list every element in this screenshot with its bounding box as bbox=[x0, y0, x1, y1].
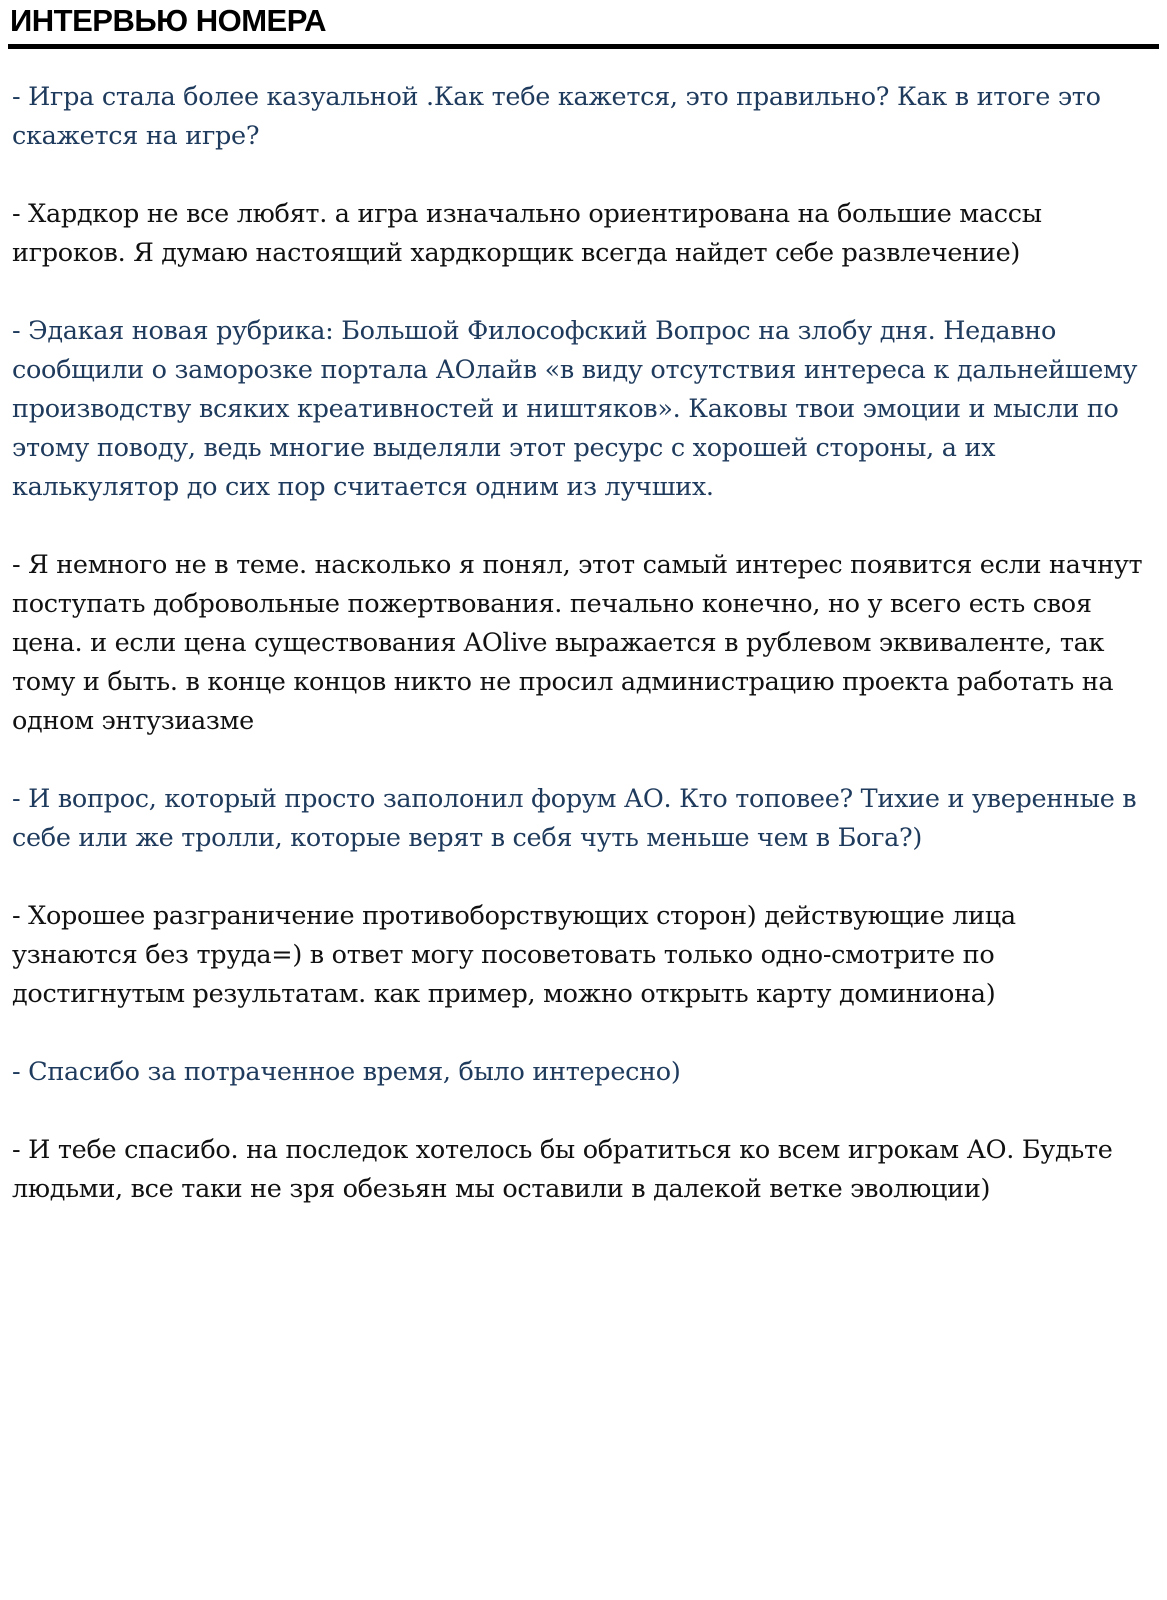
title-divider bbox=[8, 44, 1159, 49]
interview-answer-2: - Я немного не в теме. насколько я понял, этот самый интерес появится если начнут поступать добровольные пожертвования. печально конечно, но у всего есть своя цена. и если цена существования AOlive выражается в рублевом эквиваленте, так тому и быть. в конце концов никто не просил администрацию проекта работать на одном энтузиазме bbox=[12, 550, 1143, 736]
interview-answer-4: - И тебе спасибо. на последок хотелось бы обратиться ко всем игрокам АО. Будьте людьми, все таки не зря обезьян мы оставили в далекой ветке эволюции) bbox=[12, 1135, 1113, 1204]
interview-question-4: - Спасибо за потраченное время, было интересно) bbox=[12, 1057, 681, 1087]
section-title: ИНТЕРВЬЮ НОМЕРА bbox=[10, 3, 327, 38]
interview-answer-1: - Хардкор не все любят. а игра изначально ориентирована на большие массы игроков. Я думаю настоящий хардкорщик всегда найдет себе развлечение) bbox=[12, 199, 1042, 268]
interview-question-2: - Эдакая новая рубрика: Большой Философский Вопрос на злобу дня. Недавно сообщили о заморозке портала АОлайв «в виду отсутствия интереса к дальнейшему производству всяких креативностей и ништяков». Каковы твои эмоции и мысли по этому поводу, ведь многие выделяли этот ресурс с хорошей стороны, а их калькулятор до сих пор считается одним из лучших. bbox=[12, 316, 1138, 502]
interview-answer-3: - Хорошее разграничение противоборствующих сторон) действующие лица узнаются без труда=) в ответ могу посоветовать только одно-смотрите по достигнутым результатам. как пример, можно открыть карту доминиона) bbox=[12, 901, 1016, 1009]
interview-question-1: - Игра стала более казуальной .Как тебе кажется, это правильно? Как в итоге это скажется на игре? bbox=[12, 82, 1101, 151]
interview-question-3: - И вопрос, который просто заполонил форум АО. Кто топовее? Тихие и уверенные в себе или же тролли, которые верят в себя чуть меньше чем в Бога?) bbox=[12, 784, 1137, 853]
interview-body bbox=[12, 78, 1147, 1248]
